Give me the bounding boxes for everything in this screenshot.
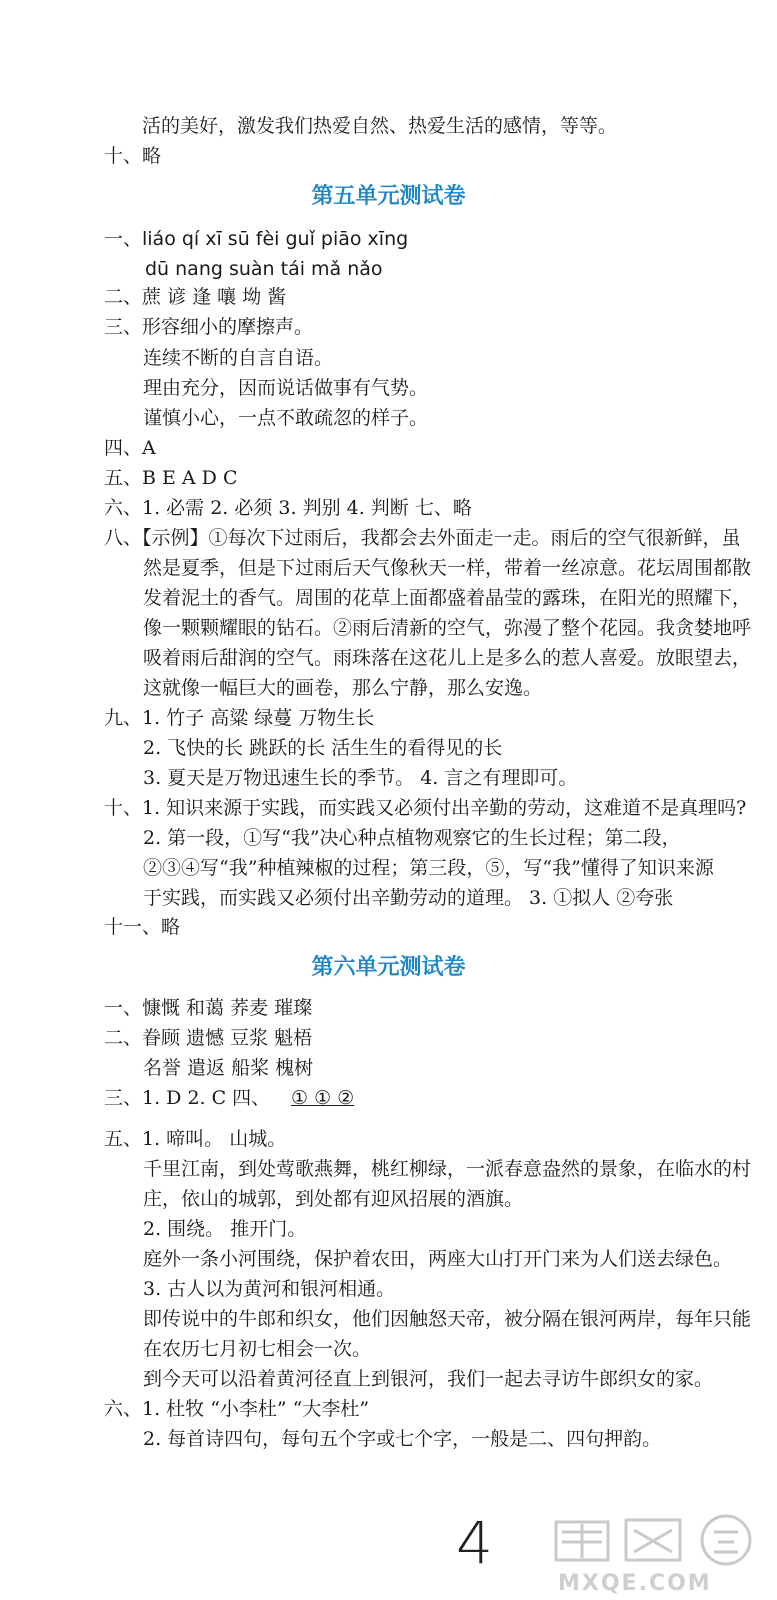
text-line: 名誉 遣返 船桨 槐树	[143, 1057, 314, 1079]
underlined-answers: ① ① ②	[291, 1087, 355, 1109]
text-line: 连续不断的自言自语。	[143, 347, 334, 369]
text-line: 三、形容细小的摩擦声。	[104, 316, 314, 338]
text-line: 这就像一幅巨大的画卷，那么宁静，那么安逸。	[143, 677, 543, 699]
text-line: 3. 古人以为黄河和银河相通。	[143, 1278, 396, 1300]
text-line: 谨慎小心，一点不敢疏忽的样子。	[143, 407, 429, 429]
text-line: 一、慷慨 和蔼 荞麦 璀璨	[104, 997, 313, 1019]
text-line: 3. 夏天是万物迅速生长的季节。 4. 言之有理即可。	[143, 767, 578, 789]
text-line: 十一、略	[104, 916, 181, 938]
text-line: ②③④写“我”种植辣椒的过程；第三段，⑤，写“我”懂得了知识来源	[143, 857, 714, 879]
watermark-logo	[548, 1512, 770, 1596]
text-line: 五、1. 啼叫。 山城。	[104, 1128, 287, 1150]
answer-ten: 十、略	[104, 145, 162, 167]
text-line: 千里江南，到处莺歌燕舞，桃红柳绿，一派春意盎然的景象，在临水的村	[143, 1158, 752, 1180]
text-line: 2. 飞快的长 跳跃的长 活生生的看得见的长	[143, 737, 503, 759]
text-line: 2. 第一段，①写“我”决心种点植物观察它的生长过程；第二段，	[143, 827, 681, 849]
text-line: 二、眷顾 遗憾 豆浆 魁梧	[104, 1027, 313, 1049]
text-line: 2. 围绕。 推开门。	[143, 1218, 307, 1240]
text-line: 理由充分，因而说话做事有气势。	[143, 377, 429, 399]
text-line: 九、1. 竹子 高粱 绿蔓 万物生长	[104, 707, 375, 729]
text-line: 2. 每首诗四句，每句五个字或七个字，一般是二、四句押韵。	[143, 1428, 662, 1450]
text-line: 然是夏季，但是下过雨后天气像秋天一样，带着一丝凉意。花坛周围都散	[143, 557, 752, 579]
text-line: 即传说中的牛郎和织女，他们因触怒天帝，被分隔在银河两岸，每年只能	[143, 1308, 752, 1330]
text-line: 四、A	[104, 437, 156, 459]
unit-5-title: 第五单元测试卷	[311, 184, 466, 209]
text-line: 庭外一条小河围绕，保护着农田，两座大山打开门来为人们送去绿色。	[143, 1248, 733, 1270]
text-line: 五、B E A D C	[104, 467, 238, 489]
text-line: 吸着雨后甜润的空气。雨珠落在这花儿上是多么的惹人喜爱。放眼望去，	[143, 647, 752, 669]
text-line: 六、1. 必需 2. 必须 3. 判别 4. 判断 七、略	[104, 497, 472, 519]
text-line: 到今天可以沿着黄河径直上到银河，我们一起去寻访牛郎织女的家。	[143, 1368, 714, 1390]
text-line: 发着泥土的香气。周围的花草上面都盛着晶莹的露珠，在阳光的照耀下，	[143, 587, 752, 609]
text-line: 二、蔗 谚 逢 嚷 坳 酱	[104, 286, 287, 308]
text-line: 于实践，而实践又必须付出辛勤劳动的道理。 3. ①拟人 ②夸张	[143, 887, 674, 909]
page-number: 4	[456, 1509, 493, 1577]
pinyin-line: 一、liáo qí xī sū fèi guǐ piāo xīng	[104, 228, 409, 250]
text-line: 三、1. D 2. C 四、	[104, 1087, 271, 1109]
text-line: 十、1. 知识来源于实践，而实践又必须付出辛勤的劳动，这难道不是真理吗?	[104, 797, 747, 819]
text-line: 庄，依山的城郭，到处都有迎风招展的酒旗。	[143, 1188, 524, 1210]
text-line: 八、【示例】①每次下过雨后，我都会去外面走一走。雨后的空气很新鲜，虽	[104, 527, 741, 549]
unit-6-title: 第六单元测试卷	[311, 955, 466, 980]
text-line: 像一颗颗耀眼的钻石。②雨后清新的空气，弥漫了整个花园。我贪婪地呼	[143, 617, 752, 639]
svg-text:MXQE.COM: MXQE.COM	[558, 1571, 712, 1596]
pinyin-line: dū nang suàn tái mǎ nǎo	[145, 258, 383, 280]
text-line: 在农历七月初七相会一次。	[143, 1338, 372, 1360]
text-line: 活的美好，激发我们热爱自然、热爱生活的感情，等等。	[142, 115, 618, 137]
text-line: 六、1. 杜牧 “小李杜” “大李杜”	[104, 1398, 370, 1420]
